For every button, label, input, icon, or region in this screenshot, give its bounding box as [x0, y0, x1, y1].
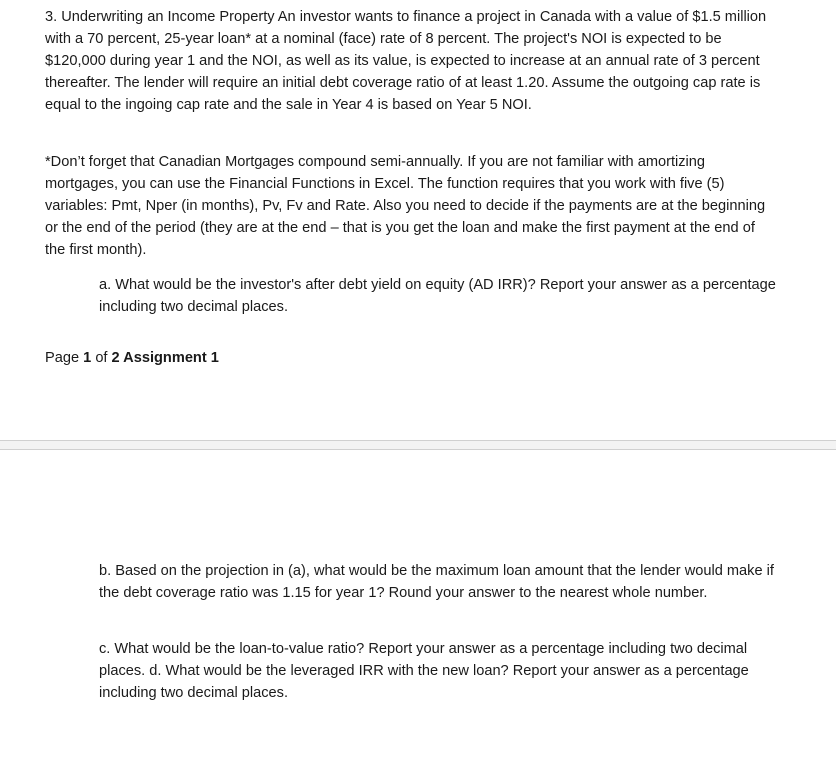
mortgage-footnote: *Don’t forget that Canadian Mortgages compound semi-annually. If you are not familiar with amortizing mortgages, you can use the Financial Functions in Excel. The function requires that you work with five (5) variables: Pmt, Nper (in months), Pv, Fv and Rate. Also you need to decide if the payments are at the beginning or the end of the period (they are at the end – that is you get the loan and make the first payment at the end of the first month). [45, 154, 766, 258]
question-3-intro: 3. Underwriting an Income Property An investor wants to finance a project in Canada with a value of $1.5 million with a 70 percent, 25-year loan* at a nominal (face) rate of 8 percent. The project's NOI is expected to be $120,000 during year 1 and the NOI, as well as its value, is expected to increase at an annual rate of 3 percent thereafter. The lender will require an initial debt coverage ratio of at least 1.20. Assume the outgoing cap rate is equal to the ingoing cap rate and the sale in Year 4 is based on Year 5 NOI. [45, 9, 767, 113]
footer-of-word: of [91, 350, 112, 366]
question-c-d: c. What would be the loan-to-value ratio? Report your answer as a percentage including two decimal places. d. What would be the leveraged IRR with the new loan? Report your answer as a percentage including two decimal places. [99, 641, 749, 701]
footer-page-word: Page [45, 350, 84, 366]
page-break [0, 440, 836, 450]
question-b: b. Based on the projection in (a), what would be the maximum loan amount that the lender would make if the debt coverage ratio was 1.15 for year 1? Round your answer to the nearest whole number. [99, 563, 774, 601]
question-a: a. What would be the investor's after debt yield on equity (AD IRR)? Report your answer as a percentage including two decimal places. [99, 277, 776, 315]
footer-assignment: Assignment 1 [119, 350, 219, 366]
page-footer [45, 347, 445, 369]
document-page-2 [0, 450, 836, 776]
footer-page-current: 1 [83, 350, 92, 366]
footer-page-total: 2 [111, 350, 120, 366]
